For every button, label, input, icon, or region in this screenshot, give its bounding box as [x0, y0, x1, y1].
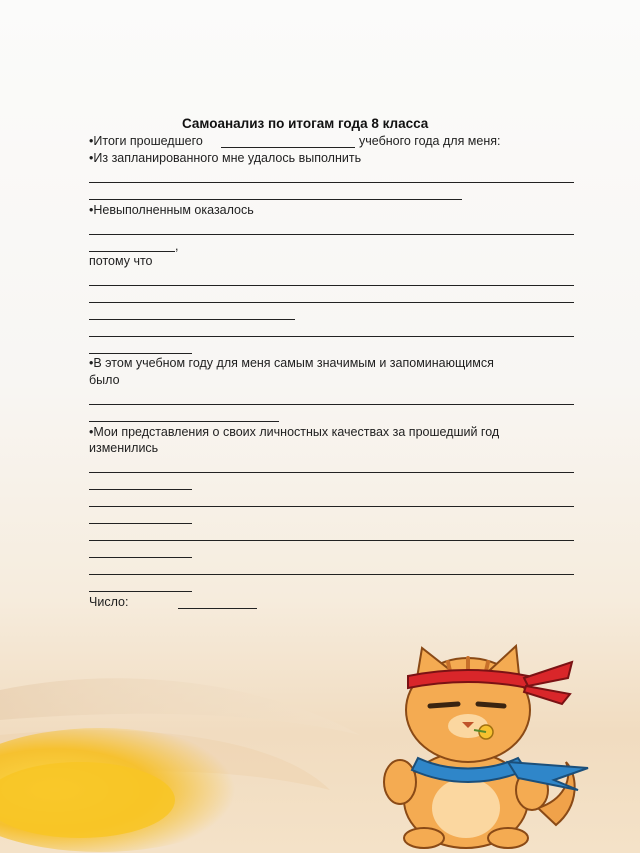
personal-line-7[interactable] [89, 574, 574, 575]
not-done-line-1[interactable] [89, 234, 574, 235]
personal-line-5[interactable] [89, 540, 574, 541]
because-line-5[interactable] [89, 353, 192, 354]
because-label: потому что [89, 254, 153, 268]
personal-line-3[interactable] [89, 506, 574, 507]
personal-label: •Мои представления о своих личностных качествах за прошедший год [89, 425, 500, 439]
not-done-line-2[interactable] [89, 251, 175, 252]
page-title: Самоанализ по итогам года 8 класса [182, 116, 429, 131]
changed-label: изменились [89, 441, 159, 455]
planned-line-2[interactable] [89, 199, 462, 200]
because-line-1[interactable] [89, 285, 574, 286]
results-blank-line[interactable] [221, 147, 355, 148]
was-label: было [89, 373, 120, 387]
because-line-3[interactable] [89, 319, 295, 320]
results-suffix: учебного года для меня: [359, 134, 501, 148]
personal-line-1[interactable] [89, 472, 574, 473]
results-label: •Итоги прошедшего [89, 134, 203, 148]
significant-line-1[interactable] [89, 404, 574, 405]
comma: , [175, 239, 179, 253]
date-blank-line[interactable] [178, 608, 257, 609]
significant-label: •В этом учебном году для меня самым значимым и запоминающимся [89, 356, 494, 370]
not-done-label: •Невыполненным оказалось [89, 203, 254, 217]
date-label: Число: [89, 595, 129, 609]
significant-line-2[interactable] [89, 421, 279, 422]
planned-label: •Из запланированного мне удалось выполнить [89, 151, 362, 165]
because-line-2[interactable] [89, 302, 574, 303]
because-line-4[interactable] [89, 336, 574, 337]
personal-line-6[interactable] [89, 557, 192, 558]
planned-line-1[interactable] [89, 182, 574, 183]
personal-line-8[interactable] [89, 591, 192, 592]
personal-line-4[interactable] [89, 523, 192, 524]
personal-line-2[interactable] [89, 489, 192, 490]
cat-illustration [378, 640, 598, 850]
